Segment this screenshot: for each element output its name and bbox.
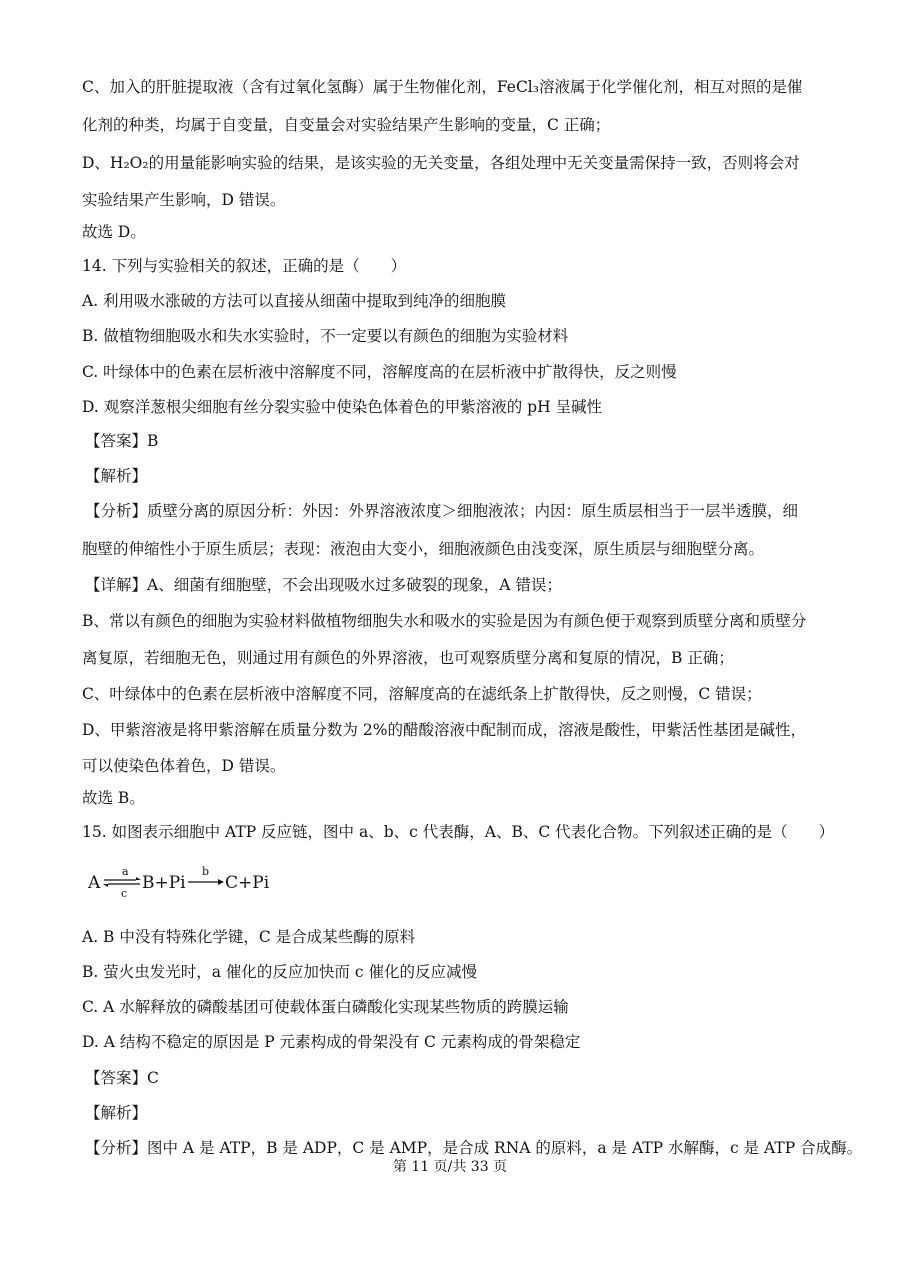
option-14a: A. 利用吸水涨破的方法可以直接从细菌中提取到纯净的细胞膜	[82, 292, 507, 310]
atp-reaction-diagram	[88, 862, 278, 902]
conclusion-14: 故选 B。	[82, 789, 145, 807]
analysis-15-1: 【分析】图中 A 是 ATP，B 是 ADP，C 是 AMP，是合成 RNA 的原料，a 是 ATP 水解酶，c 是 ATP 合成酶。	[85, 1139, 863, 1157]
b-arrowhead	[218, 879, 224, 885]
enzyme-c-label: c	[121, 887, 128, 900]
answer-14: 【答案】B	[85, 432, 159, 450]
option-14b: B. 做植物细胞吸水和失水实验时，不一定要以有颜色的细胞为实验材料	[82, 327, 569, 345]
line-1: C、加入的肝脏提取液（含有过氧化氢酶）属于生物催化剂，FeCl₃溶液属于化学催化剂，相互对照的是催	[82, 78, 803, 96]
option-15a: A. B 中没有特殊化学键，C 是合成某些酶的原料	[82, 928, 416, 946]
detail-14-5: D、甲紫溶液是将甲紫溶解在质量分数为 2%的醋酸溶液中配制而成，溶液是酸性，甲紫活性基团是碱性，	[82, 721, 806, 739]
option-14d: D. 观察洋葱根尖细胞有丝分裂实验中使染色体着色的甲紫溶液的 pH 呈碱性	[82, 398, 603, 416]
detail-14-2: B、常以有颜色的细胞为实验材料做植物细胞失水和吸水的实验是因为有颜色便于观察到质壁分离和质壁分	[82, 612, 807, 630]
reverse-arrowhead	[103, 884, 108, 887]
detail-14-3: 离复原，若细胞无色，则通过用有颜色的外界溶液，也可观察质壁分离和复原的情况，B 正确；	[82, 649, 734, 667]
page-footer: 第 11 页/共 33 页	[392, 1159, 508, 1175]
option-15c: C. A 水解释放的磷酸基团可使载体蛋白磷酸化实现某些物质的跨膜运输	[82, 998, 569, 1016]
analysis-header-14: 【解析】	[85, 467, 148, 485]
option-14c: C. 叶绿体中的色素在层析液中溶解度不同，溶解度高的在层析液中扩散得快，反之则慢	[82, 363, 677, 381]
detail-14-4: C、叶绿体中的色素在层析液中溶解度不同，溶解度高的在滤纸条上扩散得快，反之则慢，C 错误；	[82, 685, 762, 703]
option-15b: B. 萤火虫发光时，a 催化的反应加快而 c 催化的反应减慢	[82, 963, 477, 981]
answer-15: 【答案】C	[85, 1069, 159, 1087]
detail-14-1: 【详解】A、细菌有细胞壁，不会出现吸水过多破裂的现象，A 错误；	[85, 576, 562, 594]
line-2: 化剂的种类，均属于自变量，自变量会对实验结果产生影响的变量，C 正确；	[82, 116, 611, 134]
line-3: D、H₂O₂的用量能影响实验的结果，是该实验的无关变量，各组处理中无关变量需保持一致，否则将会对	[82, 154, 800, 172]
question-14: 14. 下列与实验相关的叙述，正确的是（ ）	[82, 257, 407, 275]
enzyme-a-label: a	[122, 865, 129, 878]
enzyme-b-label: b	[202, 865, 210, 878]
diagram-label-A: A	[88, 873, 101, 893]
detail-14-6: 可以使染色体着色，D 错误。	[82, 757, 286, 775]
line-4: 实验结果产生影响，D 错误。	[82, 191, 286, 209]
diagram-label-B-Pi: B+Pi	[142, 873, 186, 893]
line-5: 故选 D。	[82, 223, 146, 241]
forward-arrowhead	[136, 877, 141, 880]
analysis-header-15: 【解析】	[85, 1104, 148, 1122]
analysis-14-2: 胞壁的伸缩性小于原生质层；表现：液泡由大变小，细胞液颜色由浅变深，原生质层与细胞壁分离。	[82, 540, 765, 558]
analysis-14-1: 【分析】质壁分离的原因分析：外因：外界溶液浓度＞细胞液浓；内因：原生质层相当于一层半透膜，细	[85, 502, 799, 520]
option-15d: D. A 结构不稳定的原因是 P 元素构成的骨架没有 C 元素构成的骨架稳定	[82, 1033, 581, 1051]
diagram-label-C-Pi: C+Pi	[225, 873, 270, 893]
question-15: 15. 如图表示细胞中 ATP 反应链，图中 a、b、c 代表酶，A、B、C 代表化合物。下列叙述正确的是（ ）	[82, 823, 835, 841]
